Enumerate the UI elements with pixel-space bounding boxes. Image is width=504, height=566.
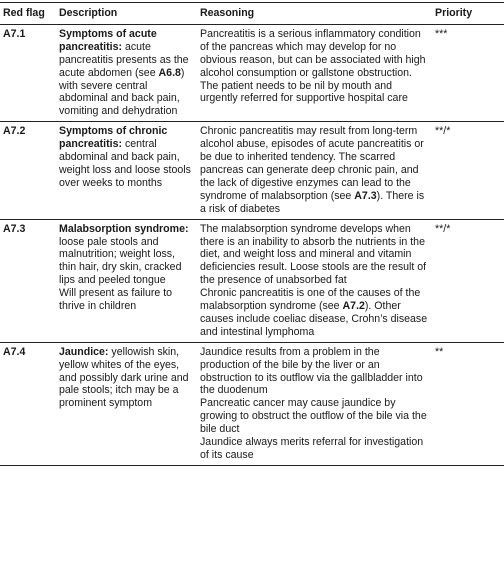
reasoning-text: Pancreatitis is a serious inflammatory condition of the pancreas which may develop for no obvious reason, but can be associated with high alcohol consumption or gallstone obstruction. The patient needs to be nil by mouth and urgently referred for supportive hospital care	[200, 27, 426, 105]
description-title: Symptoms of chronic pancreatitis:	[59, 125, 168, 151]
priority-cell: **/*	[435, 222, 451, 235]
reasoning-paragraph	[200, 287, 429, 339]
reasoning-paragraph	[200, 397, 429, 436]
reasoning-paragraph	[200, 346, 429, 398]
description-cell	[56, 342, 197, 465]
table-row	[0, 219, 504, 342]
priority-cell: ***	[435, 27, 448, 40]
red-flag-code: A7.3	[3, 222, 26, 235]
description-paragraph	[59, 223, 194, 288]
reasoning-text: Chronic pancreatitis may result from long-term alcohol abuse, episodes of acute pancreatitis or be due to inherited tendency. The scarred pancreas can generate deep chronic pain, and the lack of digestive enzymes can lead to the syndrome of malabsorption (see	[200, 125, 424, 202]
description-title: Malabsorption syndrome:	[59, 222, 189, 235]
reasoning-paragraph	[200, 28, 429, 105]
description-title: Symptoms of acute pancreatitis:	[59, 27, 157, 53]
description-text: loose pale stools and malnutrition; weight loss, thin hair, dry skin, cracked lips and peeled tongue	[59, 235, 182, 287]
red-flag-code: A7.2	[3, 125, 26, 138]
reasoning-text: Jaundice always merits referral for investigation of its cause	[200, 436, 424, 461]
description-cell	[56, 24, 197, 121]
reasoning-cell	[197, 24, 432, 121]
reasoning-text: ). Other causes include coeliac disease, Crohn’s disease and intestinal lymphoma	[200, 300, 428, 338]
priority-cell: **	[435, 345, 444, 358]
description-cell	[56, 122, 197, 219]
description-text: central abdominal and back pain, weight loss and loose stools over weeks to months	[59, 138, 191, 189]
priority-cell: **/*	[435, 125, 451, 138]
red-flag-table	[0, 2, 504, 466]
reasoning-text: Pancreatic cancer may cause jaundice by growing to obstruct the outflow of the bile via the bile duct	[200, 397, 427, 436]
reasoning-paragraph	[200, 436, 429, 462]
header-red-flag: Red flag	[0, 3, 56, 25]
reasoning-cell	[197, 122, 432, 219]
red-flag-code: A7.1	[3, 27, 26, 40]
reasoning-text: ). There is a risk of diabetes	[200, 189, 425, 215]
description-text: acute pancreatitis presents as the acute abdomen (see	[59, 40, 189, 79]
cross-reference: A7.3	[354, 189, 377, 202]
description-note: Will present as failure to thrive in children	[59, 287, 173, 313]
description-text: ) with severe central abdominal and back pain, vomiting and dehydration	[59, 66, 185, 118]
description-title: Jaundice:	[59, 345, 109, 358]
header-priority: Priority	[432, 3, 504, 25]
description-text: yellowish skin, yellow whites of the eyes, and possibly dark urine and pale stools; itch may be a prominent symptom	[59, 345, 189, 410]
reasoning-paragraph	[200, 223, 429, 288]
reasoning-cell	[197, 342, 432, 465]
reasoning-cell	[197, 219, 432, 342]
table-row	[0, 122, 504, 219]
reasoning-text: Jaundice results from a problem in the production of the bile by the liver or an obstruction to its outflow via the gallbladder into the duodenum	[200, 345, 423, 397]
reasoning-text: The malabsorption syndrome develops when there is an inability to absorb the nutrients in the diet, and weight loss and mineral and vitamin deficiencies result. Loose stools are the result of the presence of unabsorbed fat	[200, 222, 427, 287]
header-reasoning: Reasoning	[197, 3, 432, 25]
red-flag-code: A7.4	[3, 345, 26, 358]
reasoning-text: Chronic pancreatitis is one of the causes of the malabsorption syndrome (see	[200, 287, 421, 313]
table-header-row	[0, 3, 504, 25]
table-row	[0, 342, 504, 465]
cross-reference: A7.2	[342, 300, 365, 313]
cross-reference: A6.8	[158, 66, 181, 79]
description-cell	[56, 219, 197, 342]
table-row	[0, 24, 504, 121]
reasoning-paragraph	[200, 125, 429, 215]
header-description: Description	[56, 3, 197, 25]
